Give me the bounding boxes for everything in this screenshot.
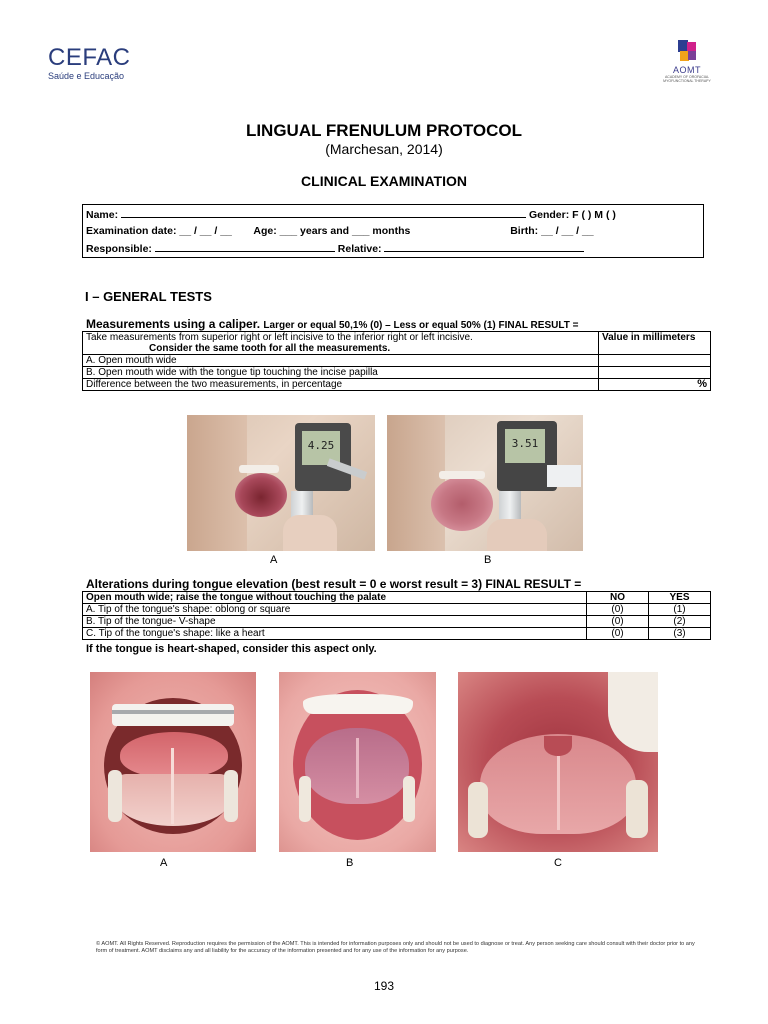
table-row: [83, 616, 711, 628]
alteration-label-a: A. Tip of the tongue's shape: oblong or square: [83, 604, 587, 616]
aomt-logo: [656, 40, 718, 83]
table-row: [83, 604, 711, 616]
name-field[interactable]: [121, 208, 526, 218]
measurements-title: Measurements using a caliper.: [86, 317, 261, 331]
measurements-criteria: Larger or equal 50,1% (0) – Less or equal 50% (1) FINAL RESULT =: [263, 320, 579, 331]
cefac-logo-name: CEFAC: [48, 44, 131, 71]
document-title: LINGUAL FRENULUM PROTOCOL: [245, 121, 523, 140]
measurement-row-label: A. Open mouth wide: [83, 355, 599, 367]
measurements-header-cell: [83, 332, 599, 355]
page-number: 193: [373, 979, 395, 993]
document-subtitle: (Marchesan, 2014): [325, 141, 443, 157]
measurements-header-2: Consider the same tooth for all the measurements.: [149, 343, 391, 354]
relative-label: Relative:: [337, 243, 382, 255]
tongue-photo-b: [279, 672, 436, 852]
no-header: NO: [587, 592, 649, 604]
alteration-label-c: C. Tip of the tongue's shape: like a heart: [83, 628, 587, 640]
measurements-header-1: Take measurements from superior right or left incisive to the inferior right or left incisive.: [86, 332, 473, 343]
alteration-yes-a[interactable]: (1): [649, 604, 711, 616]
responsible-label: Responsible:: [86, 243, 152, 255]
table-row: [83, 592, 711, 604]
alteration-no-a[interactable]: (0): [587, 604, 649, 616]
responsible-field[interactable]: [155, 242, 335, 252]
aomt-logo-icon: [676, 40, 698, 64]
alteration-yes-c[interactable]: (3): [649, 628, 711, 640]
caliper-reading-a: 4.25: [307, 439, 335, 452]
exam-date-label: Examination date: __ / __ / __: [86, 225, 232, 237]
measurements-table: [82, 331, 711, 391]
table-row: [83, 355, 711, 367]
tongue-photo-c: [458, 672, 658, 852]
alteration-yes-b[interactable]: (2): [649, 616, 711, 628]
percent-cell[interactable]: %: [599, 379, 711, 391]
age-label: Age: ___ years and ___ months: [253, 225, 411, 237]
measurement-row-label: B. Open mouth wide with the tongue tip touching the incise papilla: [83, 367, 599, 379]
tongue-photo-a-label: A: [160, 857, 168, 869]
caliper-photo-b: [387, 415, 583, 551]
tongue-photo-a: [90, 672, 256, 852]
measurement-value-b[interactable]: [599, 367, 711, 379]
aomt-logo-sub1: ACADEMY OF OROFACIAL: [664, 75, 710, 79]
cefac-logo: [48, 46, 131, 81]
alteration-no-b[interactable]: (0): [587, 616, 649, 628]
table-row: [83, 628, 711, 640]
table-row: [83, 367, 711, 379]
caliper-photo-b-label: B: [484, 554, 492, 566]
table-row: [83, 379, 711, 391]
caliper-reading-b: 3.51: [511, 437, 539, 450]
relative-field[interactable]: [384, 242, 584, 252]
alterations-heading: Alterations during tongue elevation (best result = 0 e worst result = 3) FINAL RESULT =: [86, 577, 582, 591]
section-title: CLINICAL EXAMINATION: [301, 173, 467, 189]
measurement-row-label: Difference between the two measurements, in percentage: [83, 379, 599, 391]
copyright-footer: © AOMT. All Rights Reserved. Reproduction requires the permission of the AOMT. This is intended for information purposes only and should not be used to diagnose or treat. Any person seeking care should consult with their doctor prior to any form of treatment. AOMT disclaims any and all liability for the accuracy of the information presented and for any use of the information for any purpose.: [96, 941, 695, 954]
name-label: Name:: [86, 209, 119, 221]
birth-label: Birth: __ / __ / __: [510, 225, 594, 237]
alterations-header: Open mouth wide; raise the tongue without touching the palate: [83, 592, 587, 604]
value-header: Value in millimeters: [599, 332, 711, 355]
patient-info-box: [82, 204, 704, 258]
general-tests-heading: I – GENERAL TESTS: [85, 289, 212, 304]
cefac-logo-subtitle: Saúde e Educação: [48, 71, 125, 81]
measurements-heading: [86, 317, 578, 331]
yes-header: YES: [649, 592, 711, 604]
aomt-logo-sub2: MYOFUNCTIONAL THERAPY: [663, 79, 711, 83]
gender-label: Gender: F ( ) M ( ): [528, 209, 616, 221]
caliper-photo-a: [187, 415, 375, 551]
aomt-logo-name: AOMT: [673, 65, 701, 75]
tongue-photo-b-label: B: [346, 857, 354, 869]
measurement-value-a[interactable]: [599, 355, 711, 367]
alteration-no-c[interactable]: (0): [587, 628, 649, 640]
caliper-photo-a-label: A: [270, 554, 278, 566]
table-row: [83, 332, 711, 355]
tongue-photo-c-label: C: [554, 857, 562, 869]
alteration-label-b: B. Tip of the tongue- V-shape: [83, 616, 587, 628]
heart-shape-note: If the tongue is heart-shaped, consider this aspect only.: [86, 643, 377, 655]
alterations-table: [82, 591, 711, 640]
